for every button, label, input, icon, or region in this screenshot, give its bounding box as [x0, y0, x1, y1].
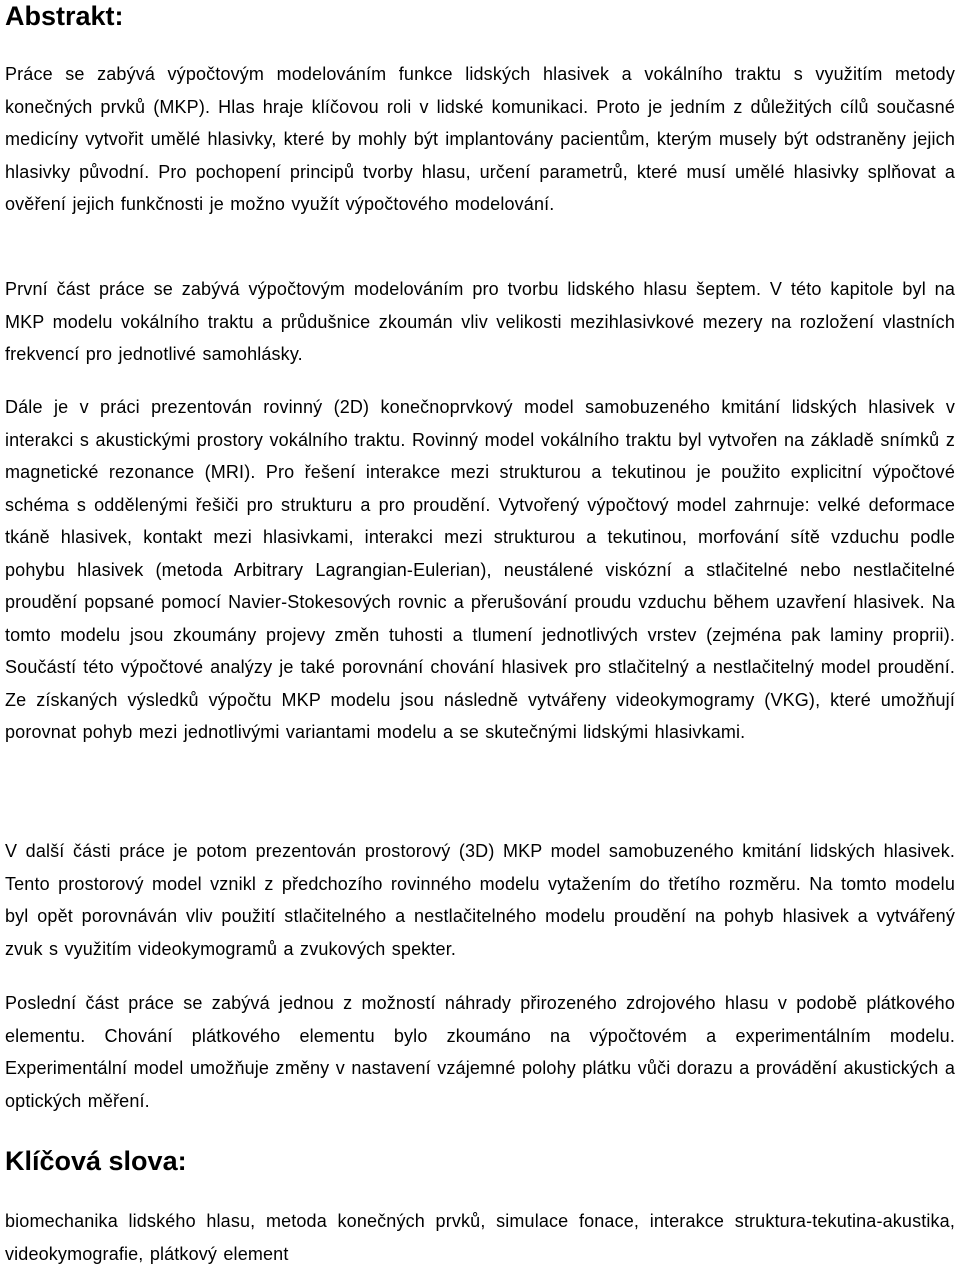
- keywords-text: biomechanika lidského hlasu, metoda konečných prvků, simulace fonace, interakce struktura-tekutina-akustika, videokymografie, plátkový element: [5, 1211, 955, 1264]
- abstract-paragraph-5: Poslední část práce se zabývá jednou z možností náhrady přirozeného zdrojového hlasu v podobě plátkového elementu. Chování plátkového elementu bylo zkoumáno na výpočtovém a experimentálním modelu. Experimentální model umožňuje změny v nastavení vzájemné polohy plátku vůči dorazu a provádění akustických a optických měření.: [5, 993, 955, 1111]
- abstract-paragraph-1: Práce se zabývá výpočtovým modelováním funkce lidských hlasivek a vokálního traktu s využitím metody konečných prvků (MKP). Hlas hraje klíčovou roli v lidské komunikaci. Proto je jedním z důležitých cílů současné medicíny vytvořit umělé hlasivky, které by mohly být implantovány pacientům, kterým musely být odstraněny jejich hlasivky původní. Pro pochopení principů tvorby hlasu, určení parametrů, které musí umělé hlasivky splňovat a ověření jejich funkčnosti je možno využít výpočtového modelování.: [5, 64, 955, 214]
- abstract-paragraph-3: Dále je v práci prezentován rovinný (2D) konečnoprvkový model samobuzeného kmitání lidských hlasivek v interakci s akustickými prostory vokálního traktu. Rovinný model vokálního traktu byl vytvořen na základě snímků z magnetické rezonance (MRI). Pro řešení interakce mezi strukturou a tekutinou je použito explicitní výpočtové schéma s oddělenými řešiči pro strukturu a pro proudění. Vytvořený výpočtový model zahrnuje: velké deformace tkáně hlasivek, kontakt mezi hlasivkami, interakci mezi strukturou a tekutinou, morfování sítě vzduchu podle pohybu hlasivek (metoda Arbitrary Lagrangian-Eulerian), neustálené viskózní a stlačitelné nebo nestlačitelné proudění popsané pomocí Navier-Stokesových rovnic a přerušování proudu vzduchu během uzavření hlasivek. Na tomto modelu jsou zkoumány projevy změn tuhosti a tlumení jednotlivých vrstev (zejména pak laminy proprii). Součástí této výpočtové analýzy je také porovnání chování hlasivek pro stlačitelný a nestlačitelný model proudění. Ze získaných výsledků výpočtu MKP modelu jsou následně vytvářeny videokymogramy (VKG), které umožňují porovnat pohyb mezi jednotlivými variantami modelu a se skutečnými lidskými hlasivkami.: [5, 397, 955, 742]
- keywords-heading: Klíčová slova:: [5, 1146, 187, 1176]
- abstract-paragraph-2: První část práce se zabývá výpočtovým modelováním pro tvorbu lidského hlasu šeptem. V této kapitole byl na MKP modelu vokálního traktu a průdušnice zkoumán vliv velikosti mezihlasivkové mezery na rozložení vlastních frekvencí pro jednotlivé samohlásky.: [5, 279, 955, 364]
- abstract-heading: Abstrakt:: [5, 1, 124, 31]
- abstract-paragraph-4: V další části práce je potom prezentován prostorový (3D) MKP model samobuzeného kmitání lidských hlasivek. Tento prostorový model vznikl z předchozího rovinného modelu vytažením do třetího rozměru. Na tomto modelu byl opět porovnáván vliv použití stlačitelného a nestlačitelného modelu proudění na pohyb hlasivek a vytvářený zvuk s využitím videokymogramů a zvukových spekter.: [5, 841, 955, 959]
